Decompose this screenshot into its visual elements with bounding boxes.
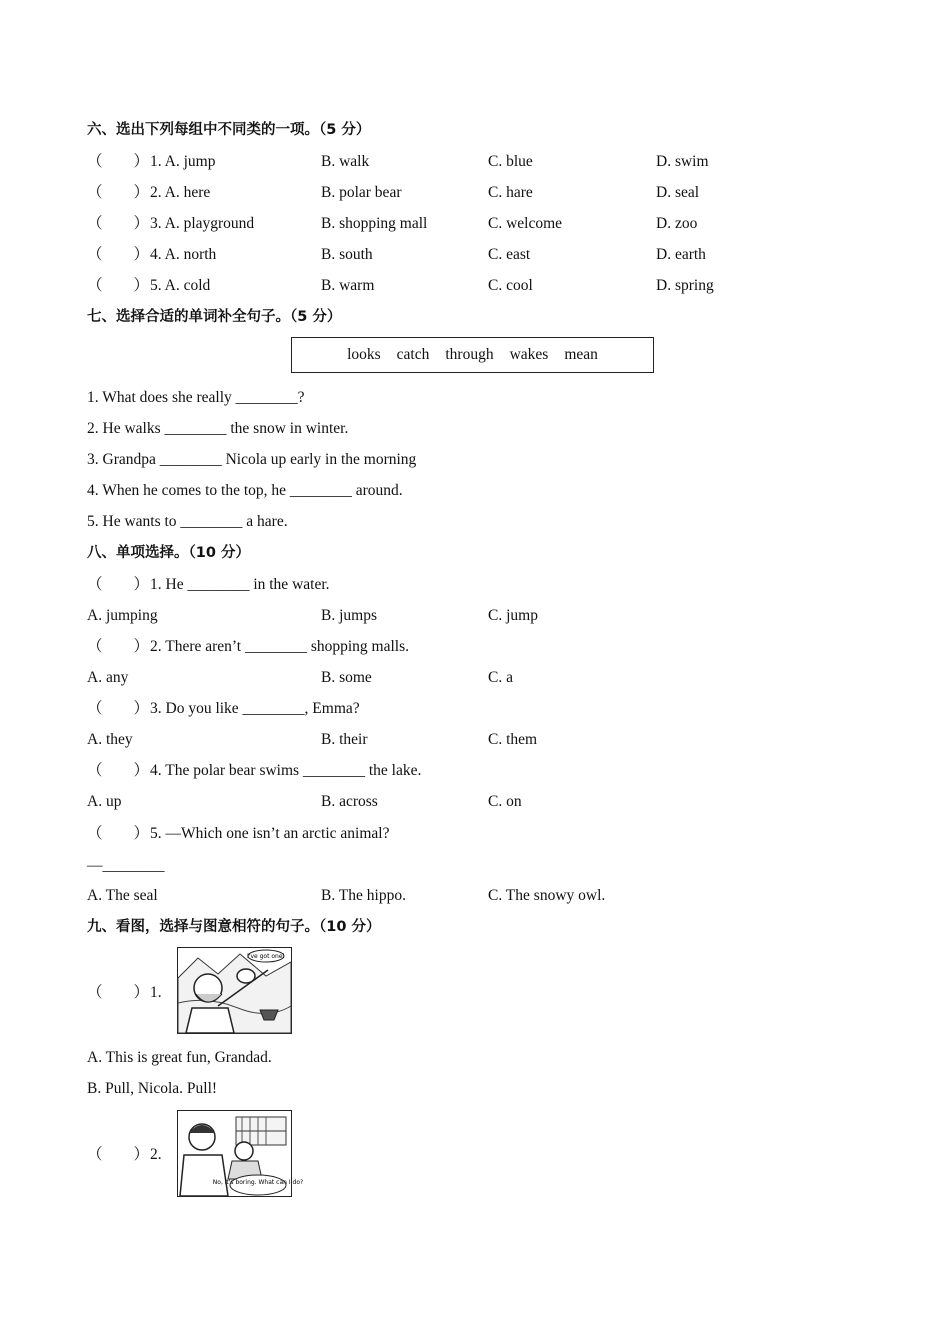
answer-paren[interactable]: （ ）: [87, 277, 150, 294]
option-c: C. east: [488, 246, 531, 263]
question-text: 1. He ________ in the water.: [150, 576, 330, 593]
option-b: B. south: [321, 246, 373, 263]
picture-item-1: [87, 982, 162, 1004]
option-b: B. jumps: [321, 607, 377, 624]
option-a: 5. A. cold: [150, 277, 211, 294]
option-b: B. warm: [321, 277, 375, 294]
sec6-row-3: [87, 213, 698, 235]
option-c: C. jump: [488, 607, 538, 624]
word-bank-item: catch: [396, 346, 430, 363]
option-b: B. The hippo.: [321, 887, 406, 904]
option-d: D. zoo: [656, 215, 698, 232]
option-a: A. they: [87, 731, 133, 748]
answer-paren[interactable]: （ ）: [87, 762, 150, 779]
option-b: B. shopping mall: [321, 215, 428, 232]
answer-paren[interactable]: （ ）: [87, 1146, 150, 1163]
option-c: C. a: [488, 669, 513, 686]
option-c: C. on: [488, 793, 522, 810]
option-a: A. up: [87, 793, 122, 810]
option-c: C. The snowy owl.: [488, 887, 606, 904]
question-text: 2. There aren’t ________ shopping malls.: [150, 638, 410, 655]
option-c: C. welcome: [488, 215, 563, 232]
word-bank-item: mean: [564, 346, 598, 363]
sentence-5: 5. He wants to ________ a hare.: [87, 513, 288, 530]
option-c: C. cool: [488, 277, 533, 294]
question-text: 5. —Which one isn’t an arctic animal?: [150, 825, 390, 842]
question-5-options: [87, 885, 606, 907]
answer-paren[interactable]: （ ）: [87, 984, 150, 1001]
option-a: A. any: [87, 669, 129, 686]
picture-1: [177, 947, 292, 1034]
section-6-heading: 六、选出下列每组中不同类的一项。（5 分）: [87, 122, 371, 138]
question-3-options: [87, 729, 538, 751]
sec6-row-2: [87, 182, 700, 204]
option-a: 1. A. jump: [150, 153, 216, 170]
section-7-heading: 七、选择合适的单词补全句子。（5 分）: [87, 309, 342, 325]
option-a: 2. A. here: [150, 184, 211, 201]
option-a: 3. A. playground: [150, 215, 255, 232]
picture-item-2: [87, 1144, 162, 1166]
option-b: B. Pull, Nicola. Pull!: [87, 1080, 218, 1097]
option-b: B. walk: [321, 153, 370, 170]
word-bank-item: wakes: [509, 346, 549, 363]
option-a: 4. A. north: [150, 246, 217, 263]
answer-paren[interactable]: （ ）: [87, 700, 150, 717]
question-4: [87, 760, 421, 782]
answer-paren[interactable]: （ ）: [87, 215, 150, 232]
option-d: D. seal: [656, 184, 700, 201]
answer-paren[interactable]: （ ）: [87, 825, 150, 842]
word-bank: [291, 337, 654, 373]
option-d: D. swim: [656, 153, 709, 170]
option-b: B. some: [321, 669, 372, 686]
section-9-heading: 九、看图，选择与图意相符的句子。（10 分）: [87, 919, 381, 935]
item-number: 1.: [150, 984, 162, 1001]
question-text: 4. The polar bear swims ________ the lake.: [150, 762, 422, 779]
option-c: C. them: [488, 731, 538, 748]
word-bank-item: through: [445, 346, 494, 363]
question-1: [87, 574, 330, 596]
option-a: A. jumping: [87, 607, 158, 624]
option-b: B. polar bear: [321, 184, 402, 201]
answer-paren[interactable]: （ ）: [87, 153, 150, 170]
question-5: [87, 823, 389, 845]
speech-bubble-text: I've got one!: [247, 953, 285, 960]
option-c: C. hare: [488, 184, 533, 201]
answer-paren[interactable]: （ ）: [87, 246, 150, 263]
question-2: [87, 636, 409, 658]
question-3: [87, 698, 360, 720]
question-text: 3. Do you like ________, Emma?: [150, 700, 360, 717]
answer-paren[interactable]: （ ）: [87, 576, 150, 593]
option-a: A. This is great fun, Grandad.: [87, 1049, 272, 1066]
word-bank-item: looks: [347, 346, 381, 363]
item-number: 2.: [150, 1146, 162, 1163]
question-4-options: [87, 791, 522, 813]
sec6-row-4: [87, 244, 706, 266]
option-c: C. blue: [488, 153, 533, 170]
sec6-row-5: [87, 275, 714, 297]
section-8-heading: 八、单项选择。（10 分）: [87, 545, 250, 561]
option-b: B. across: [321, 793, 378, 810]
question-1-options: [87, 605, 538, 627]
sentence-2: 2. He walks ________ the snow in winter.: [87, 420, 349, 437]
picture-2: [177, 1110, 304, 1197]
answer-paren[interactable]: （ ）: [87, 638, 150, 655]
answer-blank[interactable]: —________: [87, 857, 165, 874]
sentence-3: 3. Grandpa ________ Nicola up early in the morning: [87, 451, 417, 468]
question-2-options: [87, 667, 513, 689]
speech-bubble-text: No, it's boring. What can I do?: [212, 1179, 304, 1186]
option-b: B. their: [321, 731, 368, 748]
sentence-1: 1. What does she really ________?: [87, 389, 305, 406]
option-d: D. spring: [656, 277, 714, 294]
option-a: A. The seal: [87, 887, 158, 904]
option-d: D. earth: [656, 246, 706, 263]
sentence-4: 4. When he comes to the top, he ________ around.: [87, 482, 403, 499]
sec6-row-1: [87, 151, 709, 173]
answer-paren[interactable]: （ ）: [87, 184, 150, 201]
